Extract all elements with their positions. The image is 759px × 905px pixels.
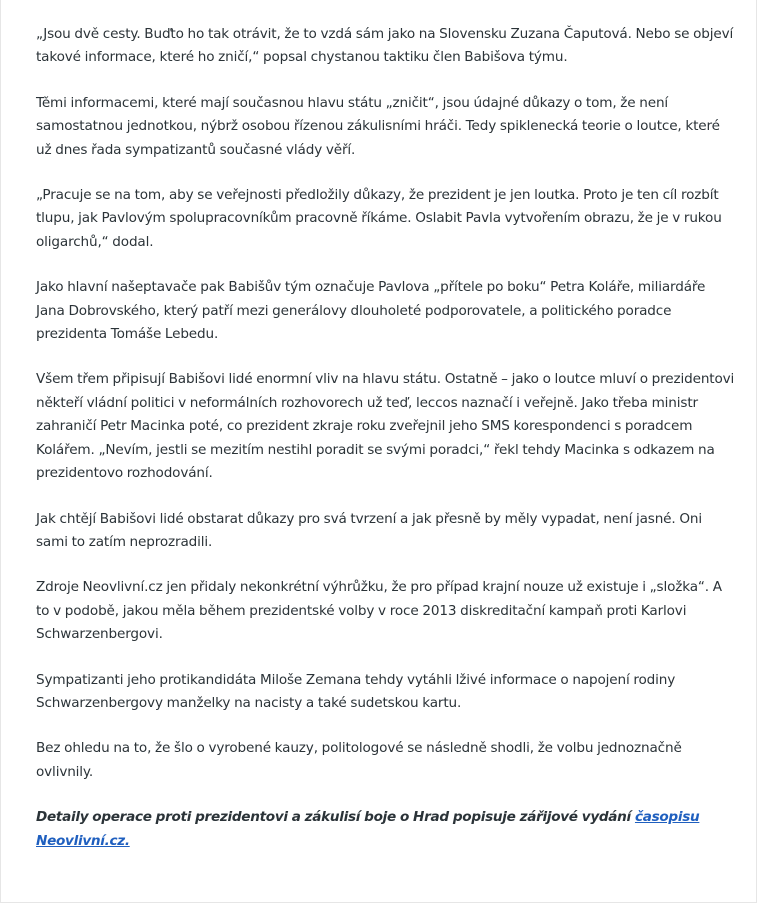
closing-text: Detaily operace proti prezidentovi a zákulisí boje o Hrad popisuje zářijové vydání — [36, 809, 635, 826]
paragraph-5: Všem třem připisují Babišovi lidé enormní vliv na hlavu státu. Ostatně – jako o loutce mluví o prezidentovi někteří vládní politici v neformálních rozhovorech už teď, leccos naznačí i veřejně. Jako třeba ministr zahraničí Petr Macinka poté, co prezident zkraje roku zveřejnil jeho SMS korespondenci s poradcem Kolářem. „Nevím, jestli se mezitím nestihl poradit se svými poradci,“ řekl tehdy Macinka s odkazem na prezidentovo rozhodování. — [36, 371, 735, 482]
paragraph-3: „Pracuje se na tom, aby se veřejnosti předložily důkazy, že prezident je jen loutka. Proto je ten cíl rozbít tlupu, jak Pavlovým spolupracovníkům pracovně říkáme. Oslabit Pavla vytvořením obrazu, že je v rukou oligarchů,“ dodal. — [36, 187, 722, 250]
paragraph-8: Sympatizanti jeho protikandidáta Miloše Zemana tehdy vytáhli lživé informace o napojení rodiny Schwarzenbergovy manželky na nacisty a také sudetskou kartu. — [36, 671, 676, 711]
article-body — [36, 23, 736, 875]
paragraph-1: „Jsou dvě cesty. Buďto ho tak otrávit, že to vzdá sám jako na Slovensku Zuzana Čaputová. Nebo se objeví takové informace, které ho zničí,“ popsal chystanou taktiku člen Babišova týmu. — [36, 26, 734, 66]
closing-note — [36, 806, 736, 853]
paragraph-9: Bez ohledu na to, že šlo o vyrobené kauzy, politologové se následně shodli, že volbu jednoznačně ovlivnily. — [36, 740, 682, 780]
magazine-link[interactable]: časopisu Neovlivní.cz. — [36, 809, 700, 849]
paragraph-7: Zdroje Neovlivní.cz jen přidaly nekonkrétní výhrůžku, že pro případ krajní nouze už existuje i „složka“. A to v podobě, jakou měla během prezidentské volby v roce 2013 diskreditační kampaň proti Karlovi Schwarzenbergovi. — [36, 579, 722, 643]
paragraph-2: Těmi informacemi, které mají současnou hlavu státu „zničit“, jsou údajné důkazy o tom, že není samostatnou jednotkou, nýbrž osobou řízenou zákulisními hráči. Tedy spiklenecká teorie o loutce, které už dnes řada sympatizantů současné vlády věří. — [36, 94, 720, 158]
paragraph-4: Jako hlavní našeptavače pak Babišův tým označuje Pavlova „přítele po boku“ Petra Koláře, miliardáře Jana Dobrovského, který patří mezi generálovy dlouholeté podporovatele, a politického poradce prezidenta Tomáše Lebedu. — [36, 279, 706, 343]
paragraph-6: Jak chtějí Babišovi lidé obstarat důkazy pro svá tvrzení a jak přesně by měly vypadat, není jasné. Oni sami to zatím neprozradili. — [36, 510, 702, 550]
